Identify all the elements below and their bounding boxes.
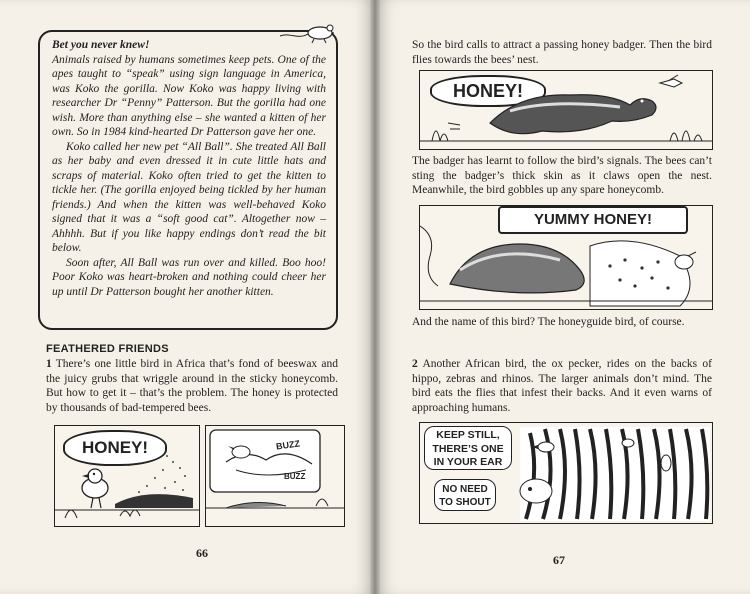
speech-bubble-yummy-honey: YUMMY HONEY! [498,206,688,234]
intro-paragraph: So the bird calls to attract a passing honey badger. Then the bird flies towards the bees’ nest. [412,39,712,66]
buzz-sound-effect-2: BUZZ [284,472,306,481]
honey-badger-running-drawing [420,71,712,149]
keep-still-line-1: KEEP STILL, [436,429,500,441]
right-page [375,0,750,594]
item-2-text: Another African bird, the ox pecker, rides on the backs of hippo, zebras and rhinos. The larger animals don’t mind. The bird eats the flies that infest their backs. And it even warns of approaching humans. [412,358,712,414]
fact-box-paragraph-2: Koko called her new pet “All Ball”. She treated All Ball as her baby and even dressed it in cute little hats and scraps of material. Koko often tried to get the kitten to tickle her. (The gorilla enjoyed being tickled by her human friends.) And when the kitten was well-behaved Koko signed that it was a “soft good cat”. Altogether now – Ahhhh. But if you like happy endings don’t read the bit below. [52,140,326,254]
section-heading: FEATHERED FRIENDS [46,343,169,355]
no-need-line-1: NO NEED [442,484,488,495]
honeyguide-bird-drawing [55,426,199,526]
cartoon-panel-3 [419,70,713,150]
cartoon-panel-2 [205,425,345,527]
keep-still-line-2: THERE’S ONE [432,442,504,455]
buzz-sound-effect-1: BUZZ [275,438,301,452]
item-2-paragraph [412,357,712,415]
speech-bubble-honey-2: HONEY! [430,75,546,107]
page-number-left: 66 [196,546,208,560]
cartoon-panel-5 [419,422,713,524]
book-gutter [370,0,380,594]
mouse-drawing [278,22,340,44]
speech-bubble-no-need [434,479,496,511]
fact-box-paragraph-1: Animals raised by humans sometimes keep pets. One of the apes taught to “speak” using sign language in America, was Koko the gorilla. Now Koko was happy living with researcher Dr “Penny” Patterson. But the gorilla had one wish. More than anything else – she wanted a kitten of her own. So in 1984 kind-hearted Dr Patterson gave her one. [52,53,326,138]
item-1-paragraph [46,357,338,415]
item-2-number: 2 [412,358,418,370]
item-1-number: 1 [46,358,52,370]
speech-bubble-honey: HONEY! [63,430,167,466]
fact-box [38,30,338,330]
speech-bubble-keep-still [424,426,512,470]
badger-paragraph: The badger has learnt to follow the bird’s signals. The bees can’t sting the badger’s thick skin as it claws open the nest. Meanwhile, the bird gobbles up any spare honeycomb. [412,155,712,196]
badger-eating-honeycomb-drawing [420,206,712,309]
no-need-line-2: TO SHOUT [439,497,491,508]
cartoon-panel-1 [54,425,200,527]
item-1-text: There’s one little bird in Africa that’s fond of beeswax and the juicy grubs that wriggle around in the sticky honeycomb. But how to get it – that’s the problem. The honey is protected by thousands of bad-tempered bees. [46,358,338,414]
cartoon-panel-4 [419,205,713,310]
bird-name-paragraph: And the name of this bird? The honeyguide bird, of course. [412,316,685,328]
fact-box-paragraph-3: Soon after, All Ball was run over and killed. Boo hoo! Poor Koko was heart-broken and nothing could cheer her up until Dr Patterson bought her another kitten. [52,256,326,298]
page-number-right: 67 [553,553,565,567]
keep-still-line-3: IN YOUR EAR [433,456,503,468]
fact-box-title: Bet you never knew! [52,39,150,51]
